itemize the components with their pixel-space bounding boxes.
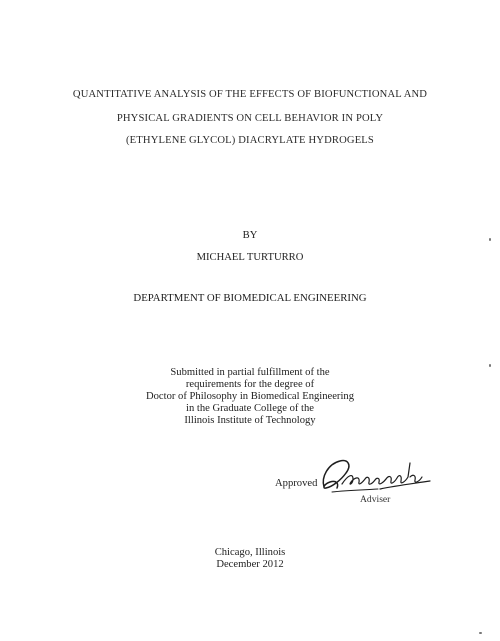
submission-line-2: requirements for the degree of [185,379,315,390]
location: Chicago, Illinois [214,547,286,558]
scan-speck [479,632,482,634]
submission-line-4: in the Graduate College of the [186,403,314,414]
thesis-title-line-1: QUANTITATIVE ANALYSIS OF THE EFFECTS OF BIOFUNCTIONAL AND [72,89,428,100]
thesis-title-line-3: (ETHYLENE GLYCOL) DIACRYLATE HYDROGELS [126,135,374,146]
scan-speck [489,238,491,241]
date: December 2012 [216,559,284,570]
by-label: BY [242,230,258,241]
submission-line-3: Doctor of Philosophy in Biomedical Engineering [145,391,355,402]
submission-line-1: Submitted in partial fulfillment of the [170,367,330,378]
author-name: MICHAEL TURTURRO [196,252,304,263]
scan-speck [489,364,491,367]
adviser-label: Adviser [360,494,391,505]
adviser-signature [318,455,434,497]
submission-line-5: Illinois Institute of Technology [184,415,316,426]
approved-label: Approved [275,478,318,489]
department-name: DEPARTMENT OF BIOMEDICAL ENGINEERING [133,292,367,304]
thesis-title-line-2: PHYSICAL GRADIENTS ON CELL BEHAVIOR IN POLY [116,113,384,124]
